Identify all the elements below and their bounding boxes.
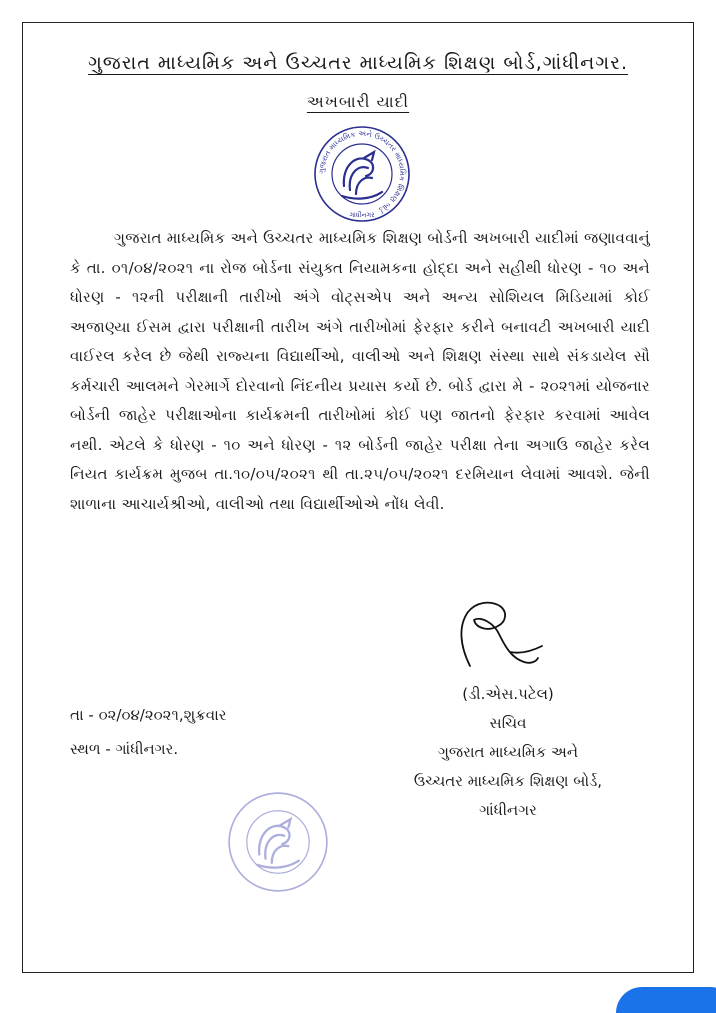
- signature-image: [450, 596, 550, 674]
- press-release-body: ગુજરાત માધ્યમિક અને ઉચ્ચતર માધ્યમિક શિક્ષણ બોર્ડની અખબારી યાદીમાં જણાવવાનું કે તા. ૦૧/૦૪/૨૦૨૧ ના રોજ બોર્ડના સંયુક્ત નિયામકના હોદ્દા અને સહીથી ધોરણ - ૧૦ અને ધોરણ - ૧૨ની પરીક્ષાની તારીખો અંગે વોટ્સએપ અને અન્ય સોશિયલ મિડિયામાં કોઈ અજાણ્યા ઈસમ દ્વારા પરીક્ષાની તારીખ અંગે તારીખોમાં ફેરફાર કરીને બનાવટી અખબારી યાદી વાઈરલ કરેલ છે જેથી રાજ્યના વિદ્યાર્થીઓ, વાલીઓ અને શિક્ષણ સંસ્થા સાથે સંકડાયેલ સૌ કર્મચારી આલમને ગેરમાર્ગે દોરવાનો નિંદનીય પ્રયાસ કર્યો છે. બોર્ડ દ્વારા મે - ૨૦૨૧માં યોજનાર બોર્ડની જાહેર પરીક્ષાઓના કાર્યક્રમની તારીખોમાં કોઈ પણ જાતનો ફેરફાર કરવામાં આવેલ નથી. એટલે કે ધોરણ - ૧૦ અને ધોરણ - ૧૨ બોર્ડની જાહેર પરીક્ષા તેના અગાઉ જાહેર કરેલ નિયત કાર્યક્રમ મુજબ તા.૧૦/૦૫/૨૦૨૧ થી તા.૨૫/૦૫/૨૦૨૧ દરમિયાન લેવામાં આવશે. જેની શાળાના આચાર્યશ્રીઓ, વાલીઓ તથા વિદ્યાર્થીઓએ નોંધ લેવી.: [70, 229, 650, 513]
- svg-text:ગુજરાત માધ્યમિક અને ઉચ્ચતર માધ: [317, 129, 407, 215]
- signer-city: ગાંધીનગર: [479, 801, 537, 819]
- signer-org-line2: ઉચ્ચતર માધ્યમિક શિક્ષણ બોર્ડ,: [413, 772, 603, 790]
- signer-org-line1: ગુજરાત માધ્યમિક અને: [437, 743, 579, 761]
- board-seal-icon: [312, 124, 412, 224]
- seal-ring-text: ગુજરાત માધ્યમિક અને ઉચ્ચતર માધ્યમિક શિક્ષણ બોર્ડ: [316, 128, 408, 215]
- signer-name: (ડી.એસ.પટેલ): [462, 685, 554, 703]
- signer-designation: સચિવ: [489, 714, 527, 732]
- board-title: ગુજરાત માધ્યમિક અને ઉચ્ચતર માધ્યમિક શિક્ષણ બોર્ડ,ગાંધીનગર.: [87, 52, 629, 74]
- press-release-heading: અખબારી યાદી: [306, 92, 410, 111]
- seal-city-text: ગાંધીનગર: [349, 211, 375, 219]
- corner-overlay: [616, 987, 716, 1013]
- official-stamp-icon: [226, 790, 330, 894]
- signatory-block: [380, 680, 636, 825]
- issue-place: સ્થળ - ગાંધીનગર.: [70, 740, 179, 758]
- issue-date: તા - ૦૨/૦૪/૨૦૨૧,શુક્રવાર: [70, 706, 227, 724]
